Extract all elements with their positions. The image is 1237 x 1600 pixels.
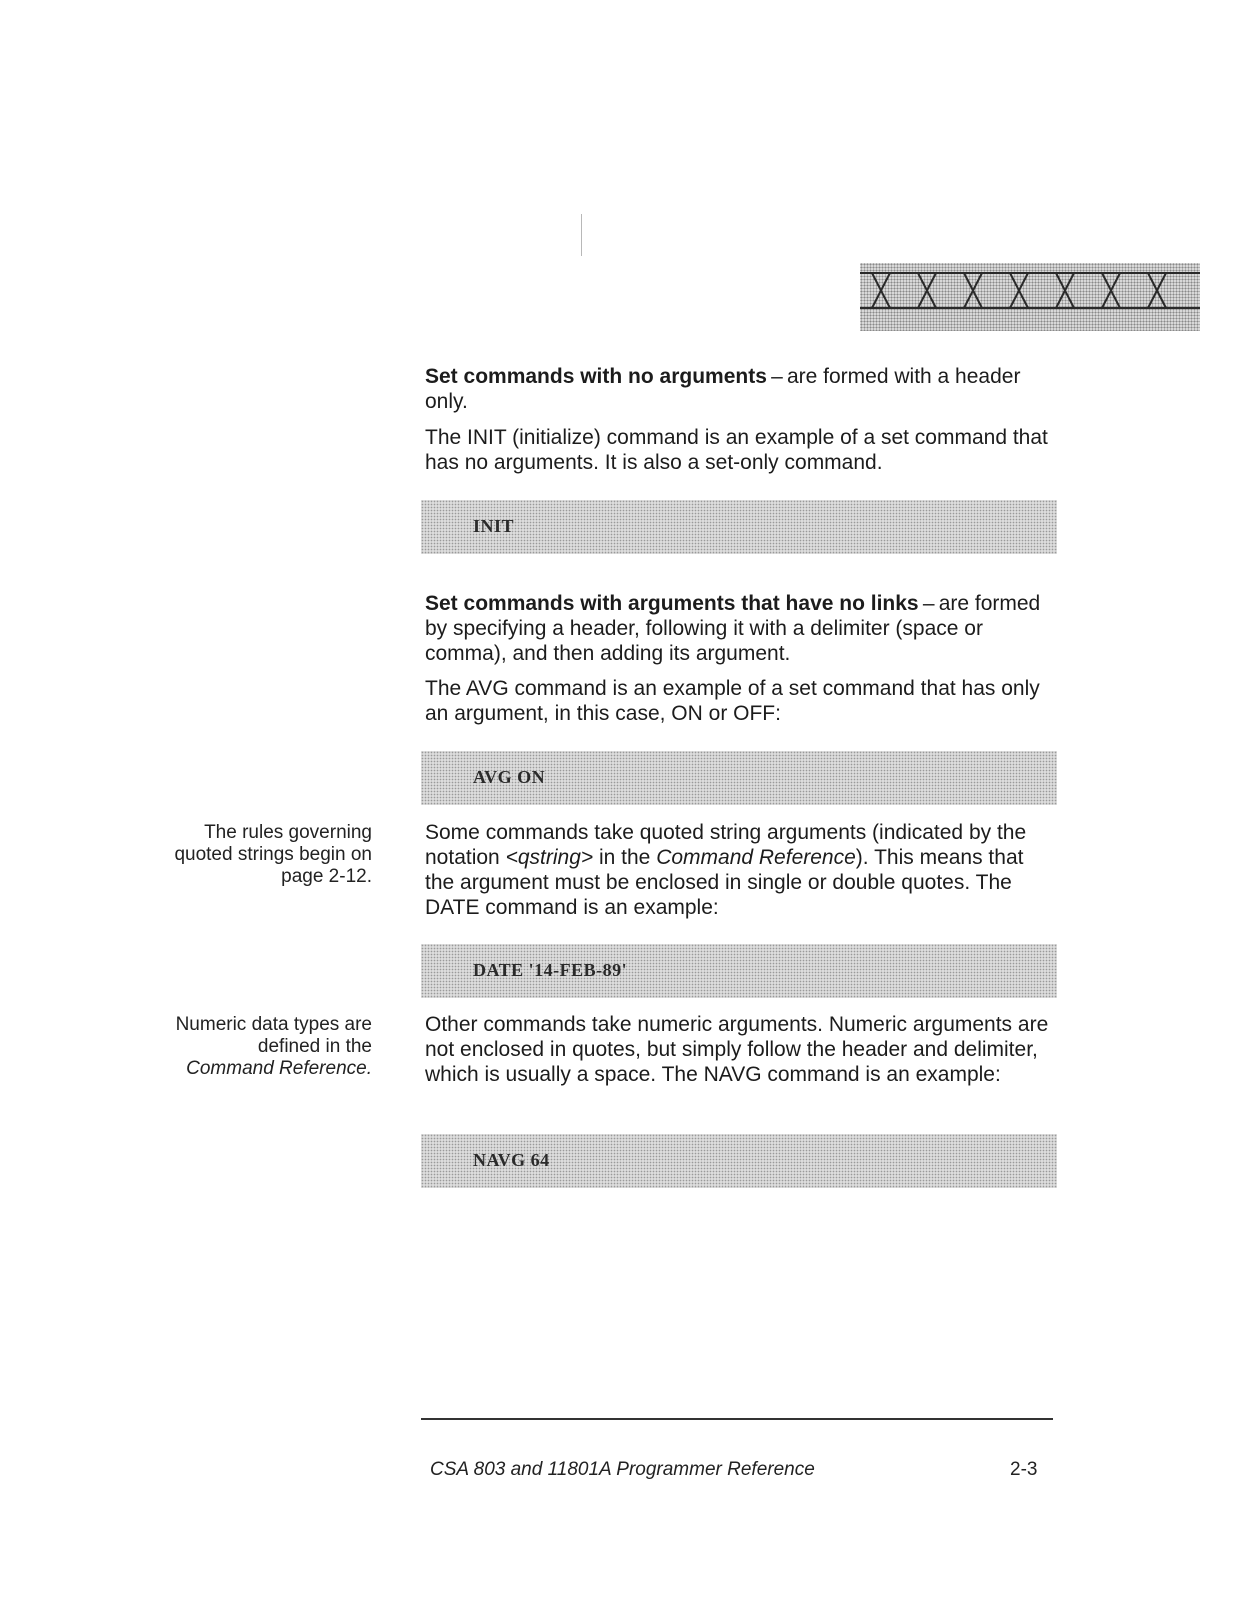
margin-note-numeric-text: Numeric data types are defined in the <box>175 1014 372 1057</box>
paragraph-numeric-args <box>425 1012 1055 1087</box>
paragraph-avg-text: The AVG command is an example of a set command that has only an argument, in this case, ON or OFF: <box>425 677 1040 725</box>
paragraph-set-no-args-text: – are formed with a header only. <box>425 365 1021 413</box>
footer-title: CSA 803 and 11801A Programmer Reference <box>430 1459 815 1480</box>
paragraph-quoted-strings <box>425 820 1055 920</box>
paragraph-init-text: The INIT (initialize) command is an example of a set command that has no arguments. It is also a set-only command. <box>425 426 1048 474</box>
scan-artifact <box>581 214 582 256</box>
quoted-text-a: Some commands take quoted string arguments (indicated by the notation <box>425 821 1027 869</box>
tab-x-pattern-icon <box>860 263 1200 331</box>
paragraph-avg-example <box>425 676 1055 726</box>
command-reference-ref: Command Reference <box>656 846 856 869</box>
margin-note-quoted-strings: The rules governing quoted strings begin on page 2-12. <box>174 822 372 887</box>
code-example-init <box>421 500 1057 554</box>
margin-note-command-reference: Command Reference. <box>186 1058 372 1079</box>
code-example-navg <box>421 1134 1057 1188</box>
section-tab-marker <box>860 263 1200 331</box>
paragraph-set-args-text: – are formed by specifying a header, following it with a delimiter (space or comma), and then adding its argument. <box>425 592 1041 665</box>
page-number: 2-3 <box>1010 1459 1038 1480</box>
qstring-notation: <qstring> <box>505 846 594 869</box>
footer-rule <box>421 1418 1053 1420</box>
paragraph-set-no-args <box>425 364 1055 414</box>
code-text-avg: AVG ON <box>473 767 546 787</box>
heading-set-args-no-links: Set commands with arguments that have no links <box>425 592 919 615</box>
code-example-date <box>421 944 1057 998</box>
paragraph-init-example <box>425 425 1055 475</box>
code-text-date: DATE '14-FEB-89' <box>473 960 628 980</box>
code-text-navg: NAVG 64 <box>473 1150 550 1170</box>
paragraph-set-args-no-links <box>425 591 1055 666</box>
paragraph-numeric-text: Other commands take numeric arguments. Numeric arguments are not enclosed in quotes, but simply follow the header and delimiter, which is usually a space. The NAVG command is an example: <box>425 1013 1049 1086</box>
margin-note-numeric-types <box>150 1014 372 1080</box>
quoted-text-c: in the <box>593 846 657 869</box>
heading-set-no-args: Set commands with no arguments <box>425 365 767 388</box>
code-example-avg <box>421 751 1057 805</box>
quoted-text-e: ). This means that the argument must be enclosed in single or double quotes. The DATE command is an example: <box>425 846 1024 919</box>
code-text-init: INIT <box>473 516 515 536</box>
